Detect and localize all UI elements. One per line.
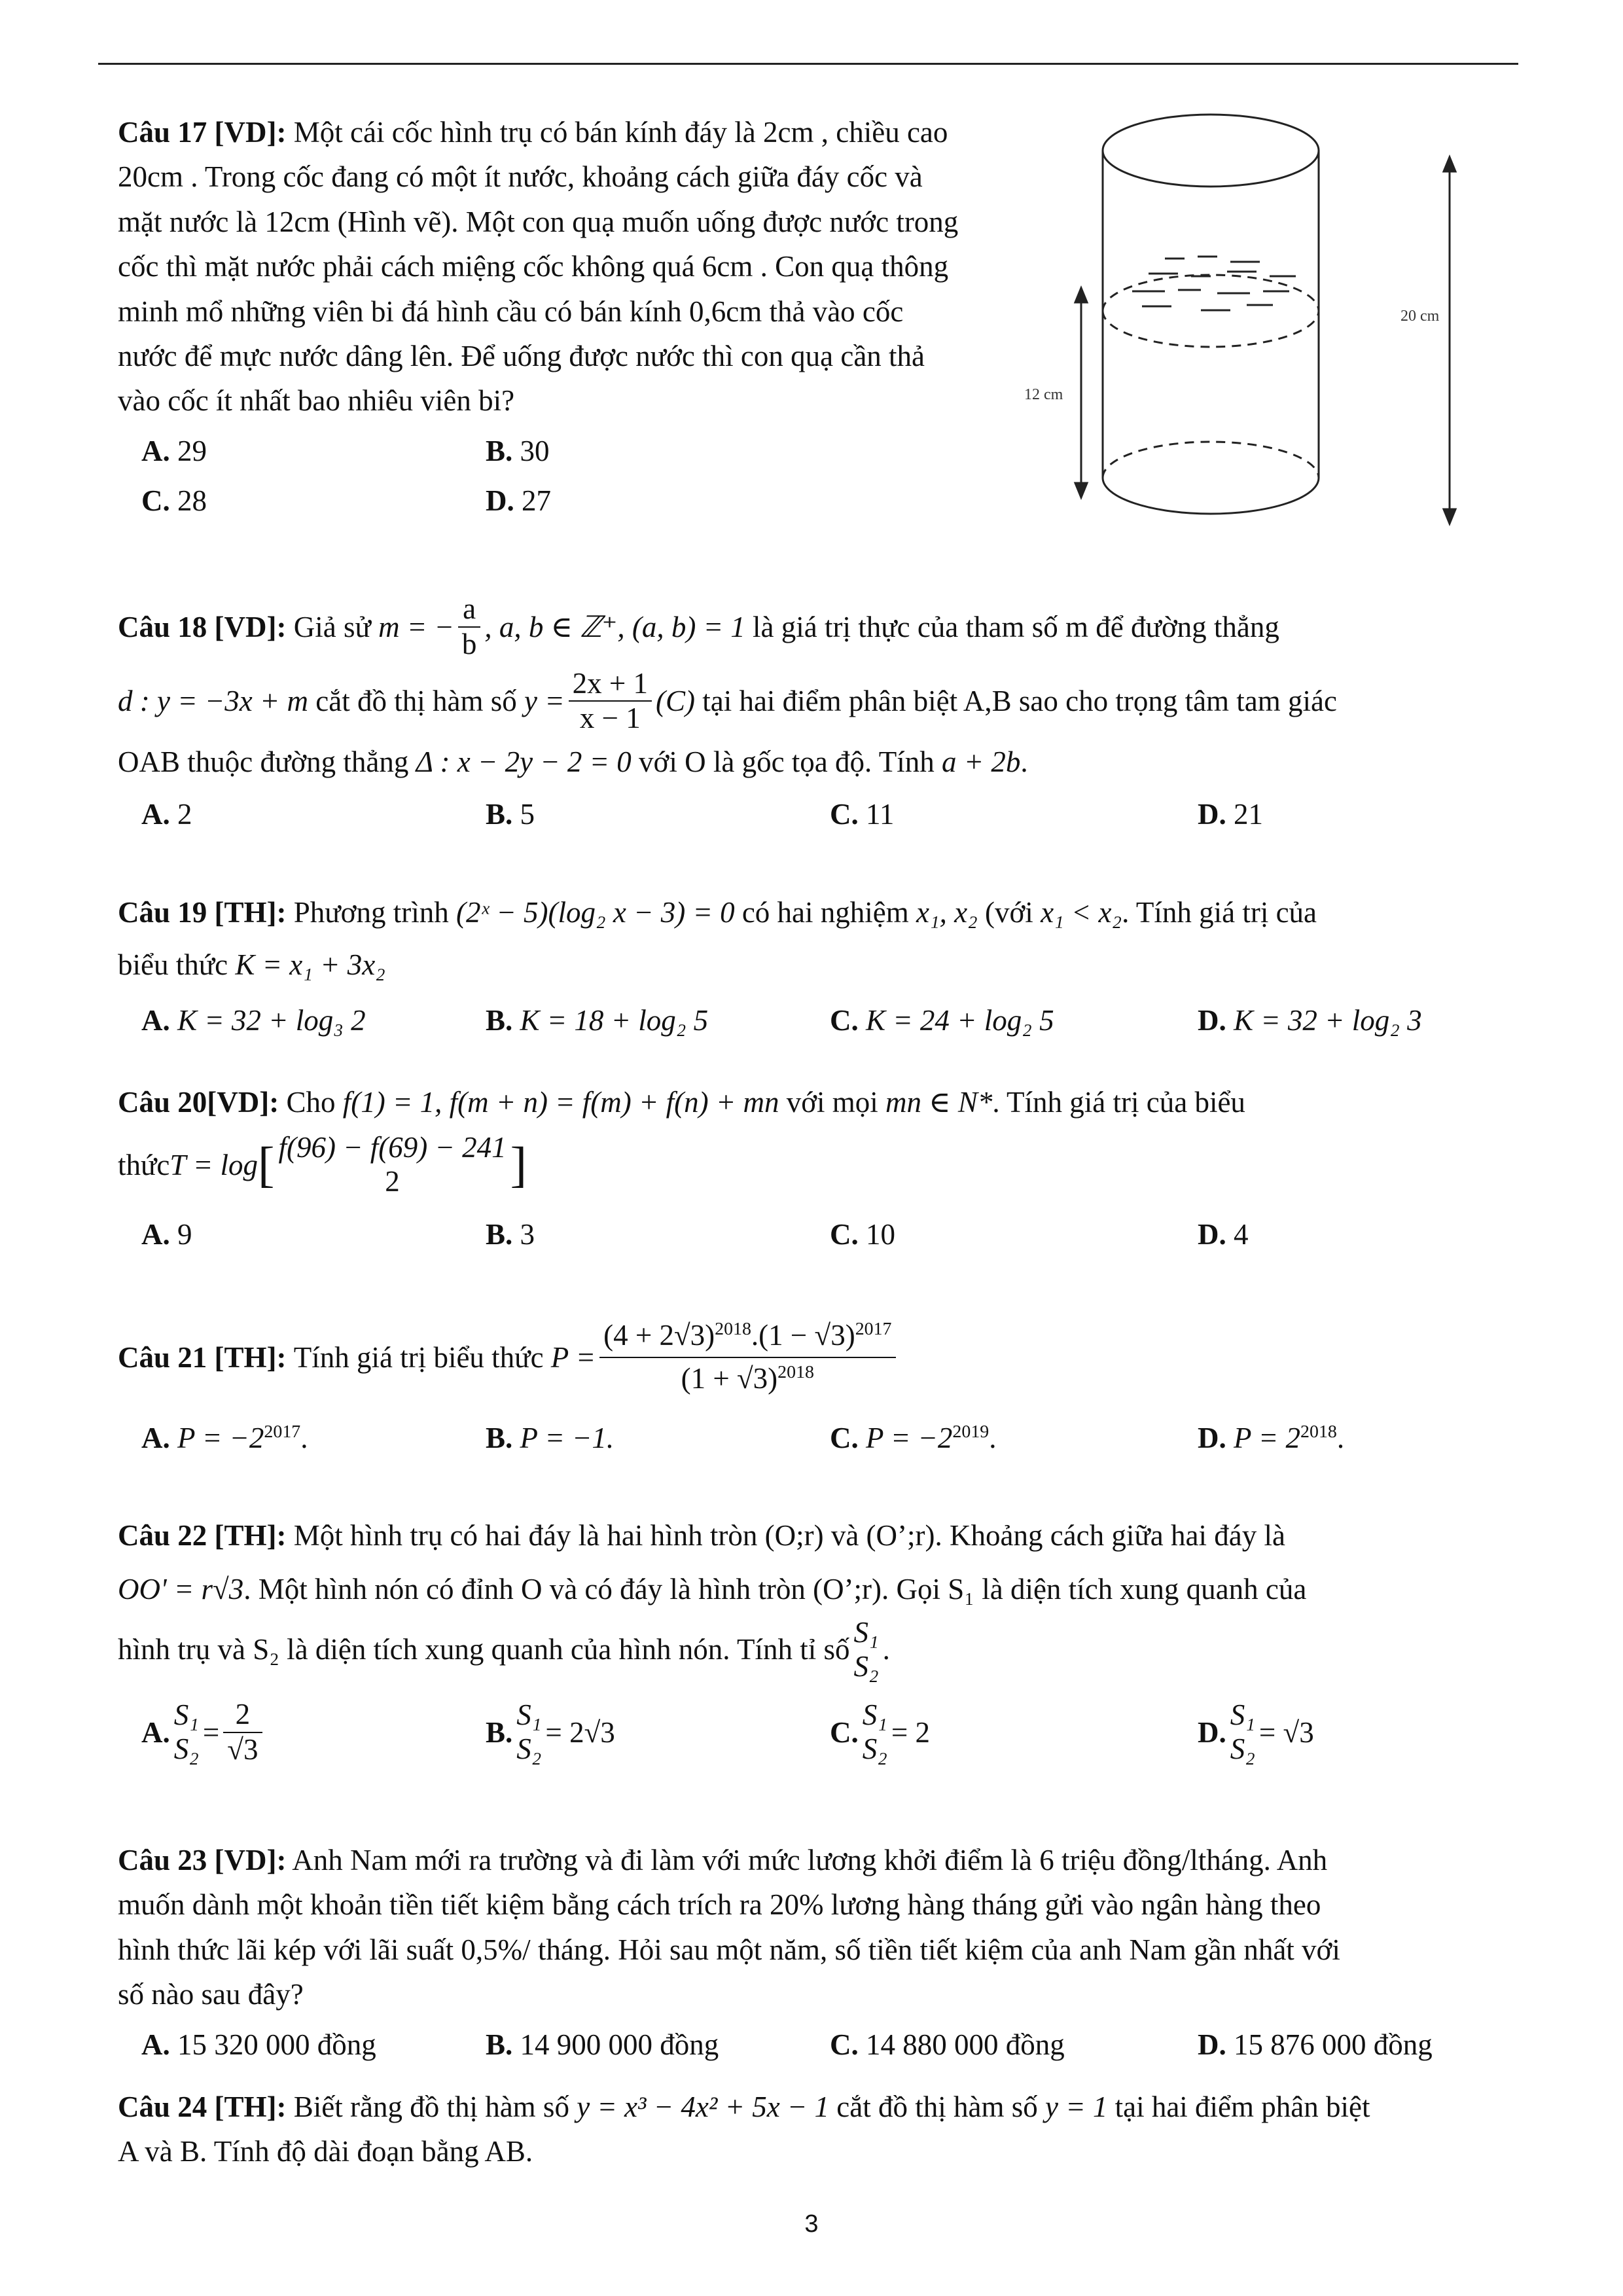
q20-t-eq: T = log <box>169 1148 258 1181</box>
cylinder-bottom-rim <box>1103 478 1319 514</box>
q23-label: Câu 23 [VD]: <box>118 1844 287 1876</box>
q23-option-c[interactable]: C. 14 880 000 đồng <box>830 2028 1065 2061</box>
q18-y-eq: y = <box>524 685 565 718</box>
q19-text-1: Phương trình <box>293 896 449 929</box>
q19-option-a[interactable]: A. K = 32 + log₃ 2 <box>141 1003 366 1037</box>
q17-line-4: cốc thì mặt nước phải cách miệng cốc không quá 6cm . Con quạ thông <box>118 250 949 283</box>
q21-option-d[interactable]: D. $P = 2^{2018}$. <box>1198 1421 1345 1454</box>
q18-fraction-function: $\frac{2x + 1}{x - 1}$ <box>569 667 652 736</box>
question-19: Câu 19 [TH]: Phương trình (2ˣ − 5)(log₂ x − 3) = 0 có hai nghiệm x₁, x₂ (với x₁ < x₂. Tính giá trị của biểu thức K = x₁ + 3x₂ A. K = 32 + log₃ 2 B. K = 18 + log₂ 5 C. K = 24 + log₂ 5 D. K = 32 + log₂ 3 <box>118 890 1486 1043</box>
q19-option-b[interactable]: B. K = 18 + log₂ 5 <box>486 1003 709 1037</box>
q18-curve: (C) <box>655 685 695 718</box>
q22-options <box>118 1698 1486 1767</box>
q21-option-b[interactable]: B. P = −1. <box>486 1421 615 1454</box>
q18-option-b[interactable]: B. 5 <box>486 798 535 831</box>
q18-fraction-ab: $\frac{a}{b}$ <box>458 592 481 662</box>
q17-option-d[interactable]: D. 27 <box>486 484 551 518</box>
q17-line-1: Một cái cốc hình trụ có bán kính đáy là 2cm , chiều cao <box>293 116 948 149</box>
q21-fraction: $\frac{(4 + 2√3)^{2018}.(1 - √3)^{2017}}{(1 + √3)^{2018}}$ <box>599 1319 895 1396</box>
q17-line-2: 20cm . Trong cốc đang có một ít nước, khoảng cách giữa đáy cốc và <box>118 160 923 194</box>
q19-options <box>118 998 1486 1043</box>
q23-option-a[interactable]: A. 15 320 000 đồng <box>141 2028 376 2061</box>
q21-label: Câu 21 [TH]: <box>118 1340 287 1374</box>
q17-option-b[interactable]: B. 30 <box>486 434 550 467</box>
q20-label: Câu 20[VD]: <box>118 1086 279 1119</box>
q20-option-a[interactable]: A. 9 <box>141 1217 192 1251</box>
q19-expression: K = x₁ + 3x₂ <box>235 948 385 982</box>
q23-options <box>118 2022 1486 2067</box>
q22-option-a[interactable]: A. S₁ S₂ = $\frac{2}{√3}$ <box>118 1698 486 1767</box>
q19-text-5: biểu thức <box>118 948 228 982</box>
q21-option-a[interactable]: A. $P = -2^{2017}$. <box>141 1421 308 1454</box>
q19-condition: x₁ < x₂ <box>1041 896 1122 929</box>
q17-option-c[interactable]: C. 28 <box>141 484 207 518</box>
q22-ratio: S₁ S₂ <box>853 1615 879 1683</box>
height-arrow-12cm <box>1075 288 1087 497</box>
q19-option-d[interactable]: D. K = 32 + log₂ 3 <box>1198 1003 1422 1037</box>
q17-line-7: vào cốc ít nhất bao nhiêu viên bi? <box>118 384 515 418</box>
q19-label: Câu 19 [TH]: <box>118 896 287 929</box>
q18-text-6: với O là gốc tọa độ. Tính <box>639 745 935 778</box>
q19-text-2: có hai nghiệm <box>741 896 909 929</box>
q24-function-f: y = x³ − 4x² + 5x − 1 <box>577 2090 830 2123</box>
q17-text <box>118 110 1060 423</box>
q19-option-c[interactable]: C. K = 24 + log₂ 5 <box>830 1003 1054 1037</box>
q19-equation: (2ˣ − 5)(log₂ x − 3) = 0 <box>455 896 735 929</box>
q18-options <box>118 792 1486 836</box>
question-23: Câu 23 [VD]: Anh Nam mới ra trường và đi làm với mức lương khởi điểm là 6 triệu đồng/ltháng. Anh muốn dành một khoản tiền tiết kiệm bằng cách trích ra 20% lương hàng tháng gửi vào ngân hàng theo hình thức lãi kép với lãi suất 0,5%/ tháng. Hỏi sau một năm, số tiền tiết kiệm của anh Nam gần nhất với số nào sau đây? A. 15 320 000 đồng B. 14 900 000 đồng C. 14 880 000 đồng D. 15 876 000 đồng <box>118 1838 1486 2067</box>
q20-condition: f(1) = 1, f(m + n) = f(m) + f(n) + mn <box>342 1086 779 1119</box>
question-22: Câu 22 [TH]: Một hình trụ có hai đáy là hai hình tròn (O;r) và (O’;r). Khoảng cách giữa hai đáy là OO' = r√3. Một hình nón có đỉnh O và có đáy là hình tròn (O’;r). Gọi S₁ là diện tích xung quanh của hình trụ và S₂ là diện tích xung quanh của hình nón. Tính tỉ số S₁ S₂ . A. S₁ S₂ = $\frac{2}{√3}$ B. S₁ S₂ = 2√3 C. S₁ S₂ = 2 D. S₁ S₂ = √3 <box>118 1513 1486 1767</box>
q21-option-c[interactable]: C. $P = -2^{2019}$. <box>830 1421 997 1454</box>
q22-oo: OO' = r√3 <box>118 1573 244 1606</box>
q18-delta: Δ : x − 2y − 2 = 0 <box>416 745 632 778</box>
q17-option-a[interactable]: A. 29 <box>141 434 207 467</box>
q23-option-b[interactable]: B. 14 900 000 đồng <box>486 2028 719 2061</box>
q20-option-d[interactable]: D. 4 <box>1198 1217 1249 1251</box>
page-number: 3 <box>804 2210 819 2238</box>
q17-line-6: nước để mực nước dâng lên. Để uống được nước thì con quạ cần thả <box>118 339 925 372</box>
q18-option-a[interactable]: A. 2 <box>141 798 192 831</box>
q24-function-g: y = 1 <box>1045 2090 1108 2123</box>
label-20cm: 20 cm <box>1400 308 1440 325</box>
q20-option-b[interactable]: B. 3 <box>486 1217 535 1251</box>
question-17 <box>118 110 1060 524</box>
q20-option-c[interactable]: C. 10 <box>830 1217 895 1251</box>
label-12cm: 12 cm <box>1024 386 1063 403</box>
q18-text-4: tại hai điểm phân biệt A,B sao cho trọng tâm tam giác <box>702 685 1337 718</box>
q17-options-row-2 <box>118 478 1060 523</box>
q22-option-b[interactable]: B. S₁ S₂ = 2√3 <box>486 1698 615 1766</box>
height-arrow-20cm <box>1444 157 1455 524</box>
q17-line-3: mặt nước là 12cm (Hình vẽ). Một con quạ muốn uống được nước trong <box>118 205 959 238</box>
question-21: Câu 21 [TH]: Tính giá trị biểu thức P = $\frac{(4 + 2√3)^{2018}.(1 - √3)^{2017}}{(1 + √3)^{2018}}$ A. $P = -2^{2017}$. B. P = −1. C. $P = -2^{2019}$. D. $P = 2^{2018}$. <box>118 1319 1486 1460</box>
q18-option-c[interactable]: C. 11 <box>830 798 895 831</box>
cylinder-top-rim <box>1103 115 1319 187</box>
question-24: Câu 24 [TH]: Biết rằng đồ thị hàm số y = x³ − 4x² + 5x − 1 cắt đồ thị hàm số y = 1 tại hai điểm phân biệt A và B. Tính độ dài đoạn bằng AB. <box>118 2090 1370 2168</box>
q22-label: Câu 22 [TH]: <box>118 1519 287 1552</box>
q23-option-d[interactable]: D. 15 876 000 đồng <box>1198 2028 1433 2061</box>
q18-text-1: Giả sử <box>293 610 371 643</box>
q18-line-d: d : y = −3x + m <box>118 685 309 718</box>
q18-text-3: cắt đồ thị hàm số <box>315 685 517 718</box>
q17-label: Câu 17 [VD]: <box>118 116 287 149</box>
q20-domain: mn ∈ N* <box>885 1086 993 1119</box>
question-20: Câu 20[VD]: Cho f(1) = 1, f(m + n) = f(m) + f(n) + mn với mọi mn ∈ N*. Tính giá trị của biểu thức T = log [ f(96) − f(69) − 241 2 ] A. 9 B. 3 C. 10 D. 4 <box>118 1080 1486 1257</box>
q18-conditions: , a, b ∈ ℤ⁺, (a, b) = 1 <box>484 610 745 643</box>
cylinder-figure <box>1024 105 1479 550</box>
q22-option-d[interactable]: D. S₁ S₂ = √3 <box>1198 1698 1314 1766</box>
header-rule <box>98 63 1518 65</box>
q18-text-5: OAB thuộc đường thẳng <box>118 745 409 778</box>
q20-fraction: f(96) − f(69) − 241 2 <box>278 1131 507 1198</box>
q18-option-d[interactable]: D. 21 <box>1198 798 1263 831</box>
q20-options <box>118 1212 1486 1257</box>
q18-m-eq: m = − <box>378 610 454 643</box>
q21-options <box>118 1416 1486 1460</box>
q18-label: Câu 18 [VD]: <box>118 610 287 643</box>
water-surface-ellipse <box>1103 311 1319 347</box>
q17-line-5: minh mổ những viên bi đá hình cầu có bán kính 0,6cm thả vào cốc <box>118 295 904 328</box>
q17-options-row-1 <box>118 429 1060 473</box>
q24-label: Câu 24 [TH]: <box>118 2090 287 2123</box>
q19-roots: x₁, x₂ <box>916 896 978 929</box>
water-lines <box>1132 257 1296 310</box>
q22-option-c[interactable]: C. S₁ S₂ = 2 <box>830 1698 931 1766</box>
question-18: Câu 18 [VD]: Giả sử m = − $\frac{a}{b}$ , a, b ∈ ℤ⁺, (a, b) = 1 là giá trị thực của tham số m để đường thẳng d : y = −3x + m cắt đồ thị hàm số y = $\frac{2x + 1}{x - 1}$ (C) tại hai điểm phân biệt A,B sao cho trọng tâm tam giác OAB thuộc đường thẳng Δ : x − 2y − 2 = 0 với O là gốc tọa độ. Tính a + 2b. A. 2 B. 5 C. 11 D. 21 <box>118 592 1486 837</box>
q18-text-2: là giá trị thực của tham số m để đường thẳng <box>753 610 1279 643</box>
q18-ask: a + 2b <box>941 745 1021 778</box>
